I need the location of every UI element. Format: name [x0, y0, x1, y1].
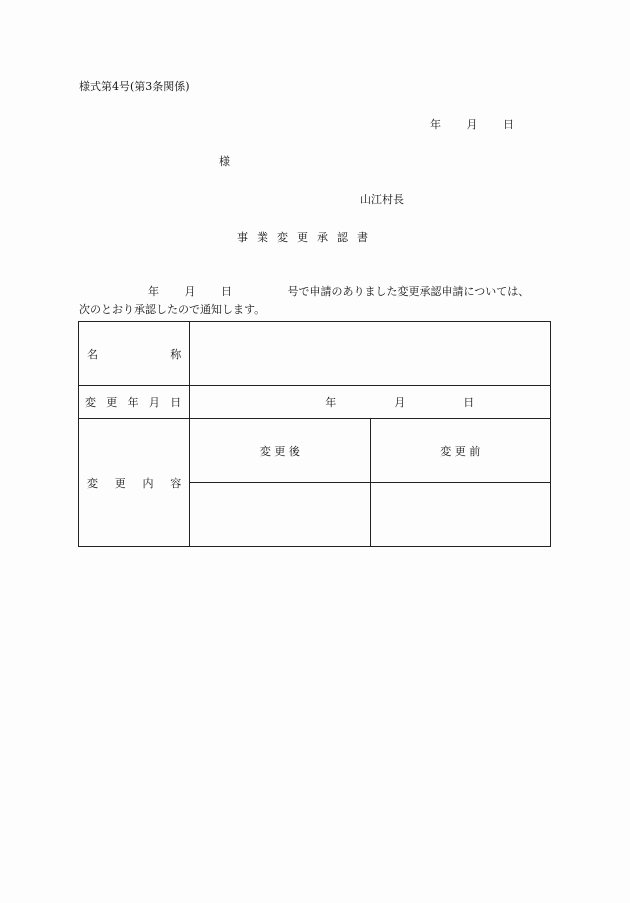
change-date-label-char: 年	[127, 396, 139, 409]
body-month: 月	[184, 285, 196, 298]
change-date-month: 月	[394, 396, 406, 409]
change-content-label-char: 変	[87, 476, 98, 490]
title-char: 書	[357, 231, 368, 244]
change-date-value-cell[interactable]	[190, 386, 551, 419]
body-year: 年	[148, 285, 159, 298]
body-day: 日	[221, 285, 232, 298]
change-content-label-char: 内	[142, 476, 154, 490]
table-row-change-date	[79, 386, 551, 419]
change-content-label-cell	[79, 419, 190, 547]
before-header: 変 更 前	[440, 444, 481, 458]
change-date-label-char: 月	[148, 396, 160, 409]
after-value-cell[interactable]	[190, 483, 370, 547]
title-char: 認	[337, 231, 348, 244]
name-label-char: 名	[87, 347, 98, 361]
issue-date-day: 日	[503, 118, 514, 131]
name-label-char: 称	[170, 347, 182, 361]
body-line-1	[148, 285, 529, 299]
change-date-year: 年	[325, 396, 337, 409]
change-approval-table	[78, 321, 551, 547]
change-date-day: 日	[463, 396, 475, 409]
change-content-label-char: 更	[114, 476, 126, 490]
document-title	[237, 231, 368, 245]
title-char: 事	[237, 231, 248, 244]
sender-name: 山江村長	[360, 193, 404, 206]
change-date-label-char: 更	[106, 396, 118, 409]
recipient-suffix: 様	[219, 155, 230, 168]
title-char: 更	[297, 231, 308, 244]
form-number: 様式第4号(第3条関係)	[79, 80, 190, 93]
title-char: 変	[277, 231, 288, 244]
change-date-label-cell	[79, 386, 190, 419]
change-date-label-char: 日	[170, 396, 182, 409]
issue-date	[430, 118, 514, 132]
title-char: 業	[257, 231, 268, 244]
table-row-name	[79, 322, 551, 386]
change-content-label-char: 容	[170, 476, 182, 490]
body-line-1-tail: 号で申請のありました変更承認申請については、	[287, 285, 530, 298]
after-header-cell	[190, 419, 370, 483]
body-line-2: 次のとおり承認したので通知します。	[79, 303, 266, 316]
title-char: 承	[317, 231, 328, 244]
before-value-cell[interactable]	[370, 483, 550, 547]
before-header-cell	[370, 419, 550, 483]
issue-date-month: 月	[466, 118, 478, 131]
change-date-label-char: 変	[85, 396, 96, 409]
name-value-cell[interactable]	[190, 322, 551, 386]
name-label-cell	[79, 322, 190, 386]
table-row-change-content-header	[79, 419, 551, 483]
after-header: 変 更 後	[259, 444, 300, 458]
issue-date-year: 年	[430, 118, 441, 131]
